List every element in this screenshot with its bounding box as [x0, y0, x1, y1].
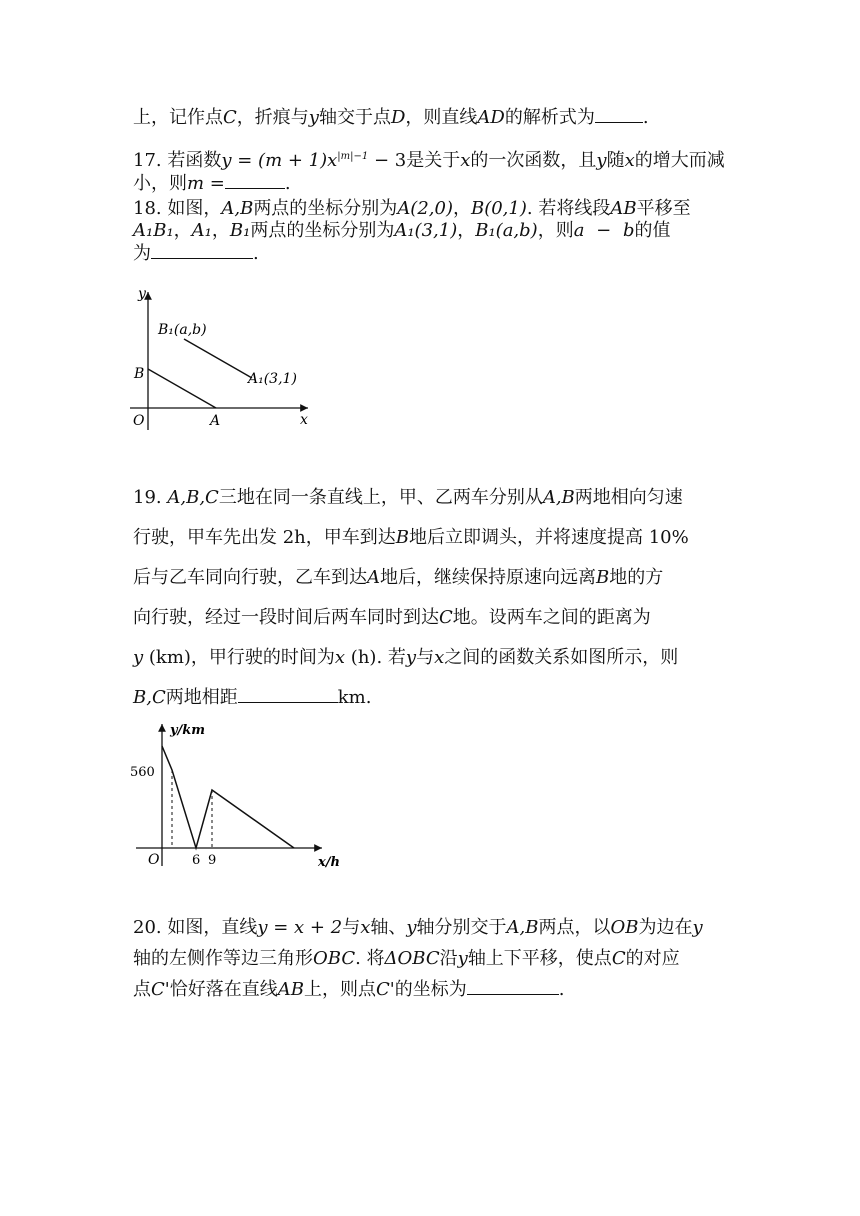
- answer-blank-19[interactable]: [238, 686, 338, 703]
- answer-blank-16[interactable]: [595, 106, 643, 123]
- x-axis-label: x: [300, 412, 308, 428]
- y-axis-label: y: [138, 286, 146, 302]
- y-axis-label: y/km: [170, 723, 206, 738]
- answer-blank-18[interactable]: [151, 242, 253, 259]
- question-18: 18. 如图，A,B两点的坐标分别为A(2,0)，B(0,1). 若将线段AB平移至 A₁B₁，A₁，B₁两点的坐标分别为A₁(3,1)，B₁(a,b)，则a − b的值 为 .: [133, 198, 691, 264]
- answer-blank-17[interactable]: [225, 172, 285, 189]
- segment-a1b1: [184, 339, 252, 378]
- formula-17: y = (m + 1)x: [221, 150, 338, 171]
- segment-ab: [148, 369, 216, 408]
- distance-graph: [162, 746, 294, 848]
- question-16-tail: 上，记作点C，折痕与y轴交于点D，则直线AD的解析式为 .: [133, 107, 649, 128]
- point-a1-label: A₁(3,1): [248, 371, 297, 387]
- x-axis-label: x/h: [318, 855, 340, 870]
- origin-label: O: [148, 852, 160, 868]
- question-20: 20. 如图，直线y = x + 2与x轴、y轴分别交于A,B两点，以OB为边在y 轴的左侧作等边三角形OBC. 将ΔOBC沿y轴上下平移，使点C的对应 点C'恰好落在直线AB上，则点C'的坐标为 .: [133, 917, 703, 1000]
- point-b-label: B: [134, 366, 145, 382]
- figure-18: [128, 284, 318, 432]
- question-19: 19. A,B,C三地在同一条直线上，甲、乙两车分别从A,B两地相向匀速 行驶，甲车先出发 2h，甲车到达B地后立即调头，并将速度提高 10% 后与乙车同向行驶，乙车到达A地后，继续保持原速向远离B地的方 向行驶，经过一段时间后两车同时到达C地。设两车之间的距离为 y (km)，甲行驶的时间为x (h). 若y与x之间的函数关系如图所示，则 B,C两地相距 km.: [133, 487, 689, 708]
- origin-label: O: [133, 413, 145, 429]
- tick-label-560: 560: [130, 765, 155, 780]
- point-b1-label: B₁(a,b): [158, 322, 207, 338]
- tick-label-9: 9: [208, 853, 217, 868]
- answer-blank-20[interactable]: [467, 978, 559, 995]
- tick-label-6: 6: [192, 853, 201, 868]
- question-17: 17. 若函数$y = (m + 1)x^{|m|-1} - 3$是关于x的一次函数，且y随x的增大而减 小，则m = .: [133, 150, 725, 194]
- point-a-label: A: [210, 413, 221, 429]
- figure-19: [126, 718, 344, 870]
